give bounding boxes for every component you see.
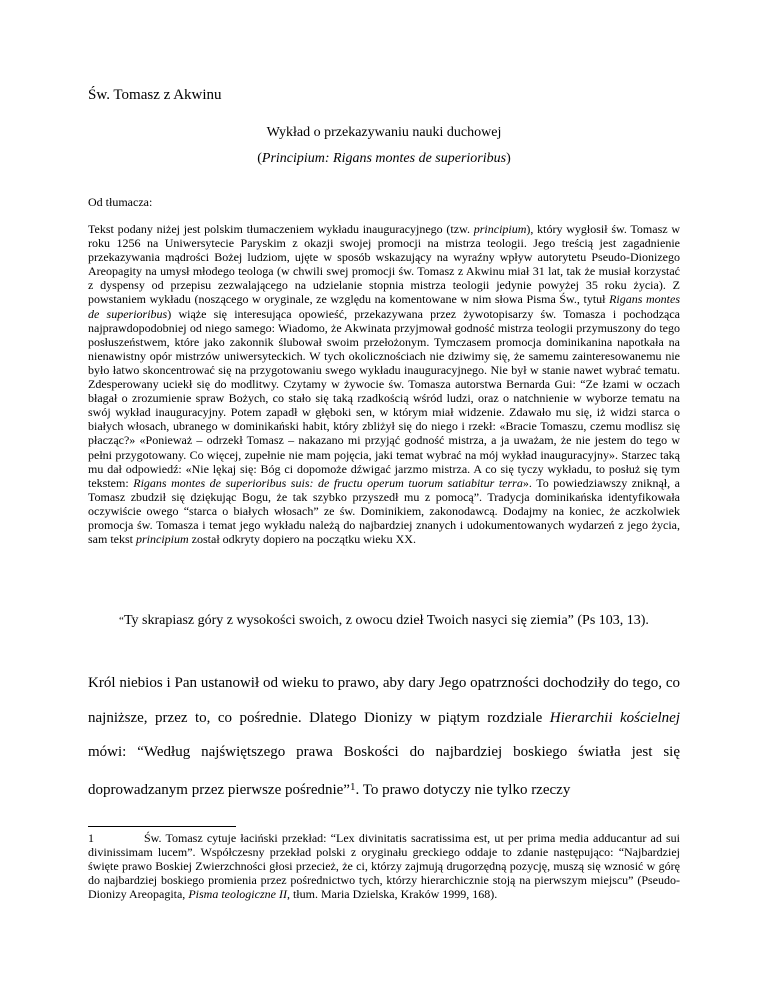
subtitle-close-paren: ) xyxy=(506,151,511,166)
intro-text-1: Tekst podany niżej jest polskim tłumaczeniem wykładu inauguracyjnego (tzw. xyxy=(88,222,474,236)
scripture-quote xyxy=(88,604,680,638)
intro-italic-3: Rigans montes de superioribus suis: de fructu operum tuorum satiabitur terra xyxy=(133,475,523,490)
intro-text-3: ) wiąże się interesująca opowieść, przekazywana przez żywotopisarzy św. Tomasza i pochodząca najprawdopodobniej od niego samego: Wiadomo, że Akwinata przyjmował godność mistrza teologii przymuszony do tego posłuszeństwem, które jako zakonnik ślubował swoim przełożonym. Tymczasem promocja dominikanina napotkała na nienawistny opór mistrzów uniwersyteckich. W tych okolicznościach nie dziwimy się, że samemu zainteresowanemu nie było łatwo skoncentrować się na przygotowaniu swego wykładu inauguracyjnego. Nie był w stanie nawet wybrać tematu. Zdesperowany uciekł się do modlitwy. Czytamy w żywocie św. Tomasza autorstwa Bernarda Gui: “Ze łzami w oczach błagał o zrozumienie spraw Bożych, co stało się taką rzadkością wśród ludzi, oraz o natchnienie w wyborze tematu na swój wykład inauguracyjny. Potem zapadł w głęboki sen, w którym miał widzenie. Zdawało mu się, iż widzi starca o białych włosach, ubranego w dominikański habit, który zbliżył się do niego i rzekł: «Bracie Tomaszu, czemu modlisz się płacząc?» «Ponieważ – odrzekł Tomasz – nakazano mi przyjąć godność mistrza, a ja uważam, że nie jestem do tego w pełni przygotowany. Co więcej, zupełnie nie mam pojęcia, jaki temat wybrać na mój wykład inauguracyjny». Starzec taką mu dał odpowiedź: «Nie lękaj się: Bóg ci dopomoże dźwigać jarzmo mistrza. A co się tyczy wykładu, to posłuż się tym tekstem: xyxy=(88,306,681,490)
body-italic-1: Hierarchii kościelnej xyxy=(549,709,680,726)
footnote-1 xyxy=(88,831,680,901)
body-text-2: mówi: “Według najświętszego prawa Boskości do najbardziej boskiego światła jest się doprowadzanym przez pierwsze pośrednie” xyxy=(88,744,680,798)
quote-open-mark: “ xyxy=(119,615,124,627)
translator-note-label: Od tłumacza: xyxy=(88,195,153,209)
lecture-title: Wykład o przekazywaniu nauki duchowej xyxy=(266,125,502,140)
footnote-italic-1: Pisma teologiczne II xyxy=(188,887,287,902)
subtitle-open-paren: ( xyxy=(257,151,262,166)
quote-text: Ty skrapiasz góry z wysokości swoich, z owocu dzieł Twoich nasyci się ziemia” (Ps 103, 13). xyxy=(123,613,649,628)
body-text-1: Król niebios i Pan ustanowił od wieku to prawo, aby dary Jego opatrzności dochodziły do tego, co najniższe, przez to, co pośrednie. Dlatego Dionizy w piątym rozdziale xyxy=(88,675,680,726)
intro-text-4: ». To powiedziawszy zniknął, a Tomasz zbudził się dziękując Bogu, że tak szybko przyszedł mu z pomocą”. Tradycja dominikańska identyfikowała oczywiście owego “starca o białych włosach” ze św. Dominikiem, zakonodawcą. Dodajmy na koniec, że aczkolwiek promocja św. Tomasza i temat jego wykładu należą do najbardziej znanych i udokumentowanych wydarzeń z jego życia, sam tekst xyxy=(88,475,681,547)
footnote-number: 1 xyxy=(88,831,94,845)
body-text-3: . To prawo dotyczy nie tylko rzeczy xyxy=(355,781,571,798)
intro-text-2: ), który wygłosił św. Tomasz w roku 1256 na Uniwersytecie Paryskim z okazji swojej promocji na mistrza teologii. Jego treścią jest zagadnienie przekazywania mądrości Bożej ludziom, ujęte w sposób wskazujący na wyraźny wpływ autorytetu Pseudo-Dionizego Areopagity na umysł młodego teologa (w chwili swej promocji św. Tomasz z Akwinu miał 31 lat, tak że musiał korzystać z dyspensy od przepisu zezwalającego na udzielanie stopnia mistrza teologii jedynie powyżej 35 roku życia). Z powstaniem wykładu (noszącego w oryginale, ze względu na komentowane w nim słowa Pisma Św., tytuł xyxy=(88,222,680,307)
translator-introduction xyxy=(88,222,680,546)
lecture-body xyxy=(88,666,680,807)
subtitle-latin-title: Principium: Rigans montes de superioribus xyxy=(261,151,507,166)
footnote-text-2: , tłum. Maria Dzielska, Kraków 1999, 168). xyxy=(286,887,498,902)
intro-text-5: został odkryty dopiero na początku wieku XX. xyxy=(188,532,416,547)
lecture-subtitle xyxy=(0,151,768,167)
intro-italic-1: principium xyxy=(473,222,527,236)
author-heading: Św. Tomasz z Akwinu xyxy=(88,87,222,103)
footnote-text-1: Św. Tomasz cytuje łaciński przekład: “Lex divinitatis sacratissima est, ut per prima media adducantur ad sui divinissimam lucem”. Współczesny przekład polski z oryginału greckiego oddaje to zdanie następująco: “Najbardziej święte prawo Boskiej Zwierzchności głosi przecież, że ci, którzy zajmują drugorzędną pozycję, muszą się wznosić w górę do najbardziej boskiego promienia przez pośrednictwo tych, którzy hierarchicznie stoją na pierwszym miejscu” (Pseudo-Dionizy Areopagita, xyxy=(88,831,680,902)
footnote-separator xyxy=(88,826,236,827)
footnote-reference[interactable]: 1 xyxy=(349,780,356,793)
intro-italic-2: Rigans montes de superioribus xyxy=(88,292,680,321)
intro-italic-4: principium xyxy=(136,532,189,547)
